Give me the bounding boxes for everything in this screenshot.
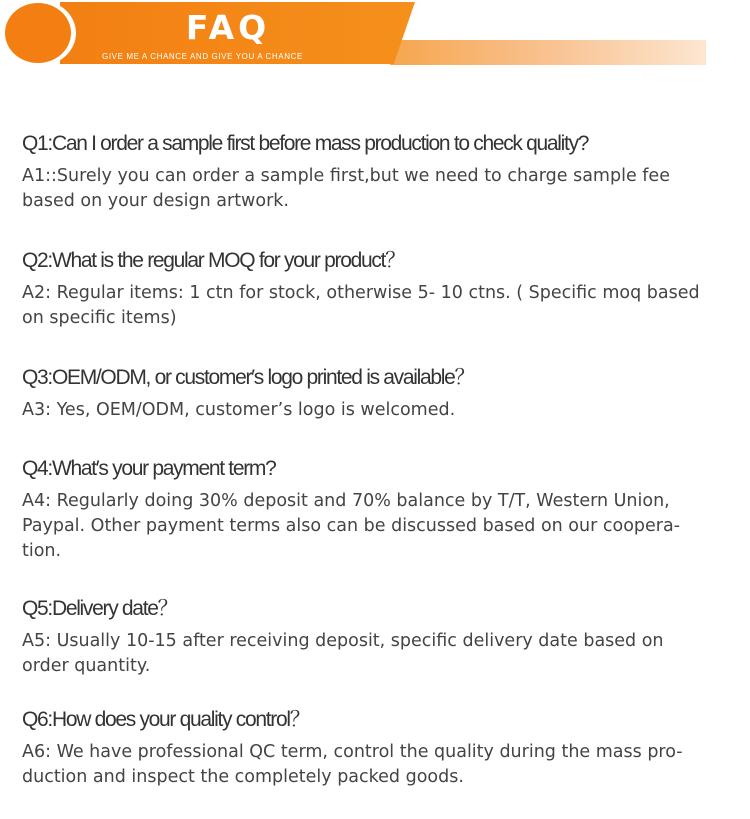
- faq-item-6: [22, 706, 732, 790]
- banner-circle-icon: [5, 3, 71, 63]
- faq-item-3: [22, 364, 732, 423]
- faq-item-5: [22, 595, 732, 679]
- faq-item-4: [22, 455, 732, 564]
- faq-question: Q2:What is the regular MOQ for your product？: [22, 249, 405, 272]
- faq-answer: A2: Regular items: 1 ctn for stock, otherwise 5- 10 ctns. ( Specific moq based on specific items): [22, 283, 700, 328]
- faq-question: Q4:What′s your payment term?: [22, 457, 276, 480]
- faq-question: Q5:Delivery date？: [22, 597, 178, 620]
- banner-subtitle: GIVE ME A CHANCE AND GIVE YOU A CHANCE: [102, 52, 303, 61]
- faq-answer: A4: Regularly doing 30% deposit and 70% balance by T/T, Western Union, Paypal. Other payment terms also can be discussed based on our coopera- tion.: [22, 491, 681, 561]
- faq-banner: [0, 0, 750, 70]
- faq-item-1: [22, 130, 732, 214]
- faq-item-2: [22, 247, 732, 331]
- banner-gradient-bar: [390, 40, 706, 65]
- faq-question: Q3:OEM/ODM, or customer′s logo printed is available？: [22, 366, 475, 389]
- faq-question: Q6:How does your quality control？: [22, 708, 310, 731]
- banner-title: FAQ: [185, 8, 271, 47]
- faq-answer: A1::Surely you can order a sample first,but we need to charge sample fee based on your design artwork.: [22, 166, 670, 211]
- faq-answer: A3: Yes, OEM/ODM, customer’s logo is welcomed.: [22, 400, 456, 420]
- faq-answer: A6: We have professional QC term, control the quality during the mass pro- duction and inspect the completely packed goods.: [22, 742, 683, 787]
- faq-answer: A5: Usually 10-15 after receiving deposit, specific delivery date based on order quantity.: [22, 631, 664, 676]
- faq-question: Q1:Can I order a sample first before mass production to check quality?: [22, 132, 589, 155]
